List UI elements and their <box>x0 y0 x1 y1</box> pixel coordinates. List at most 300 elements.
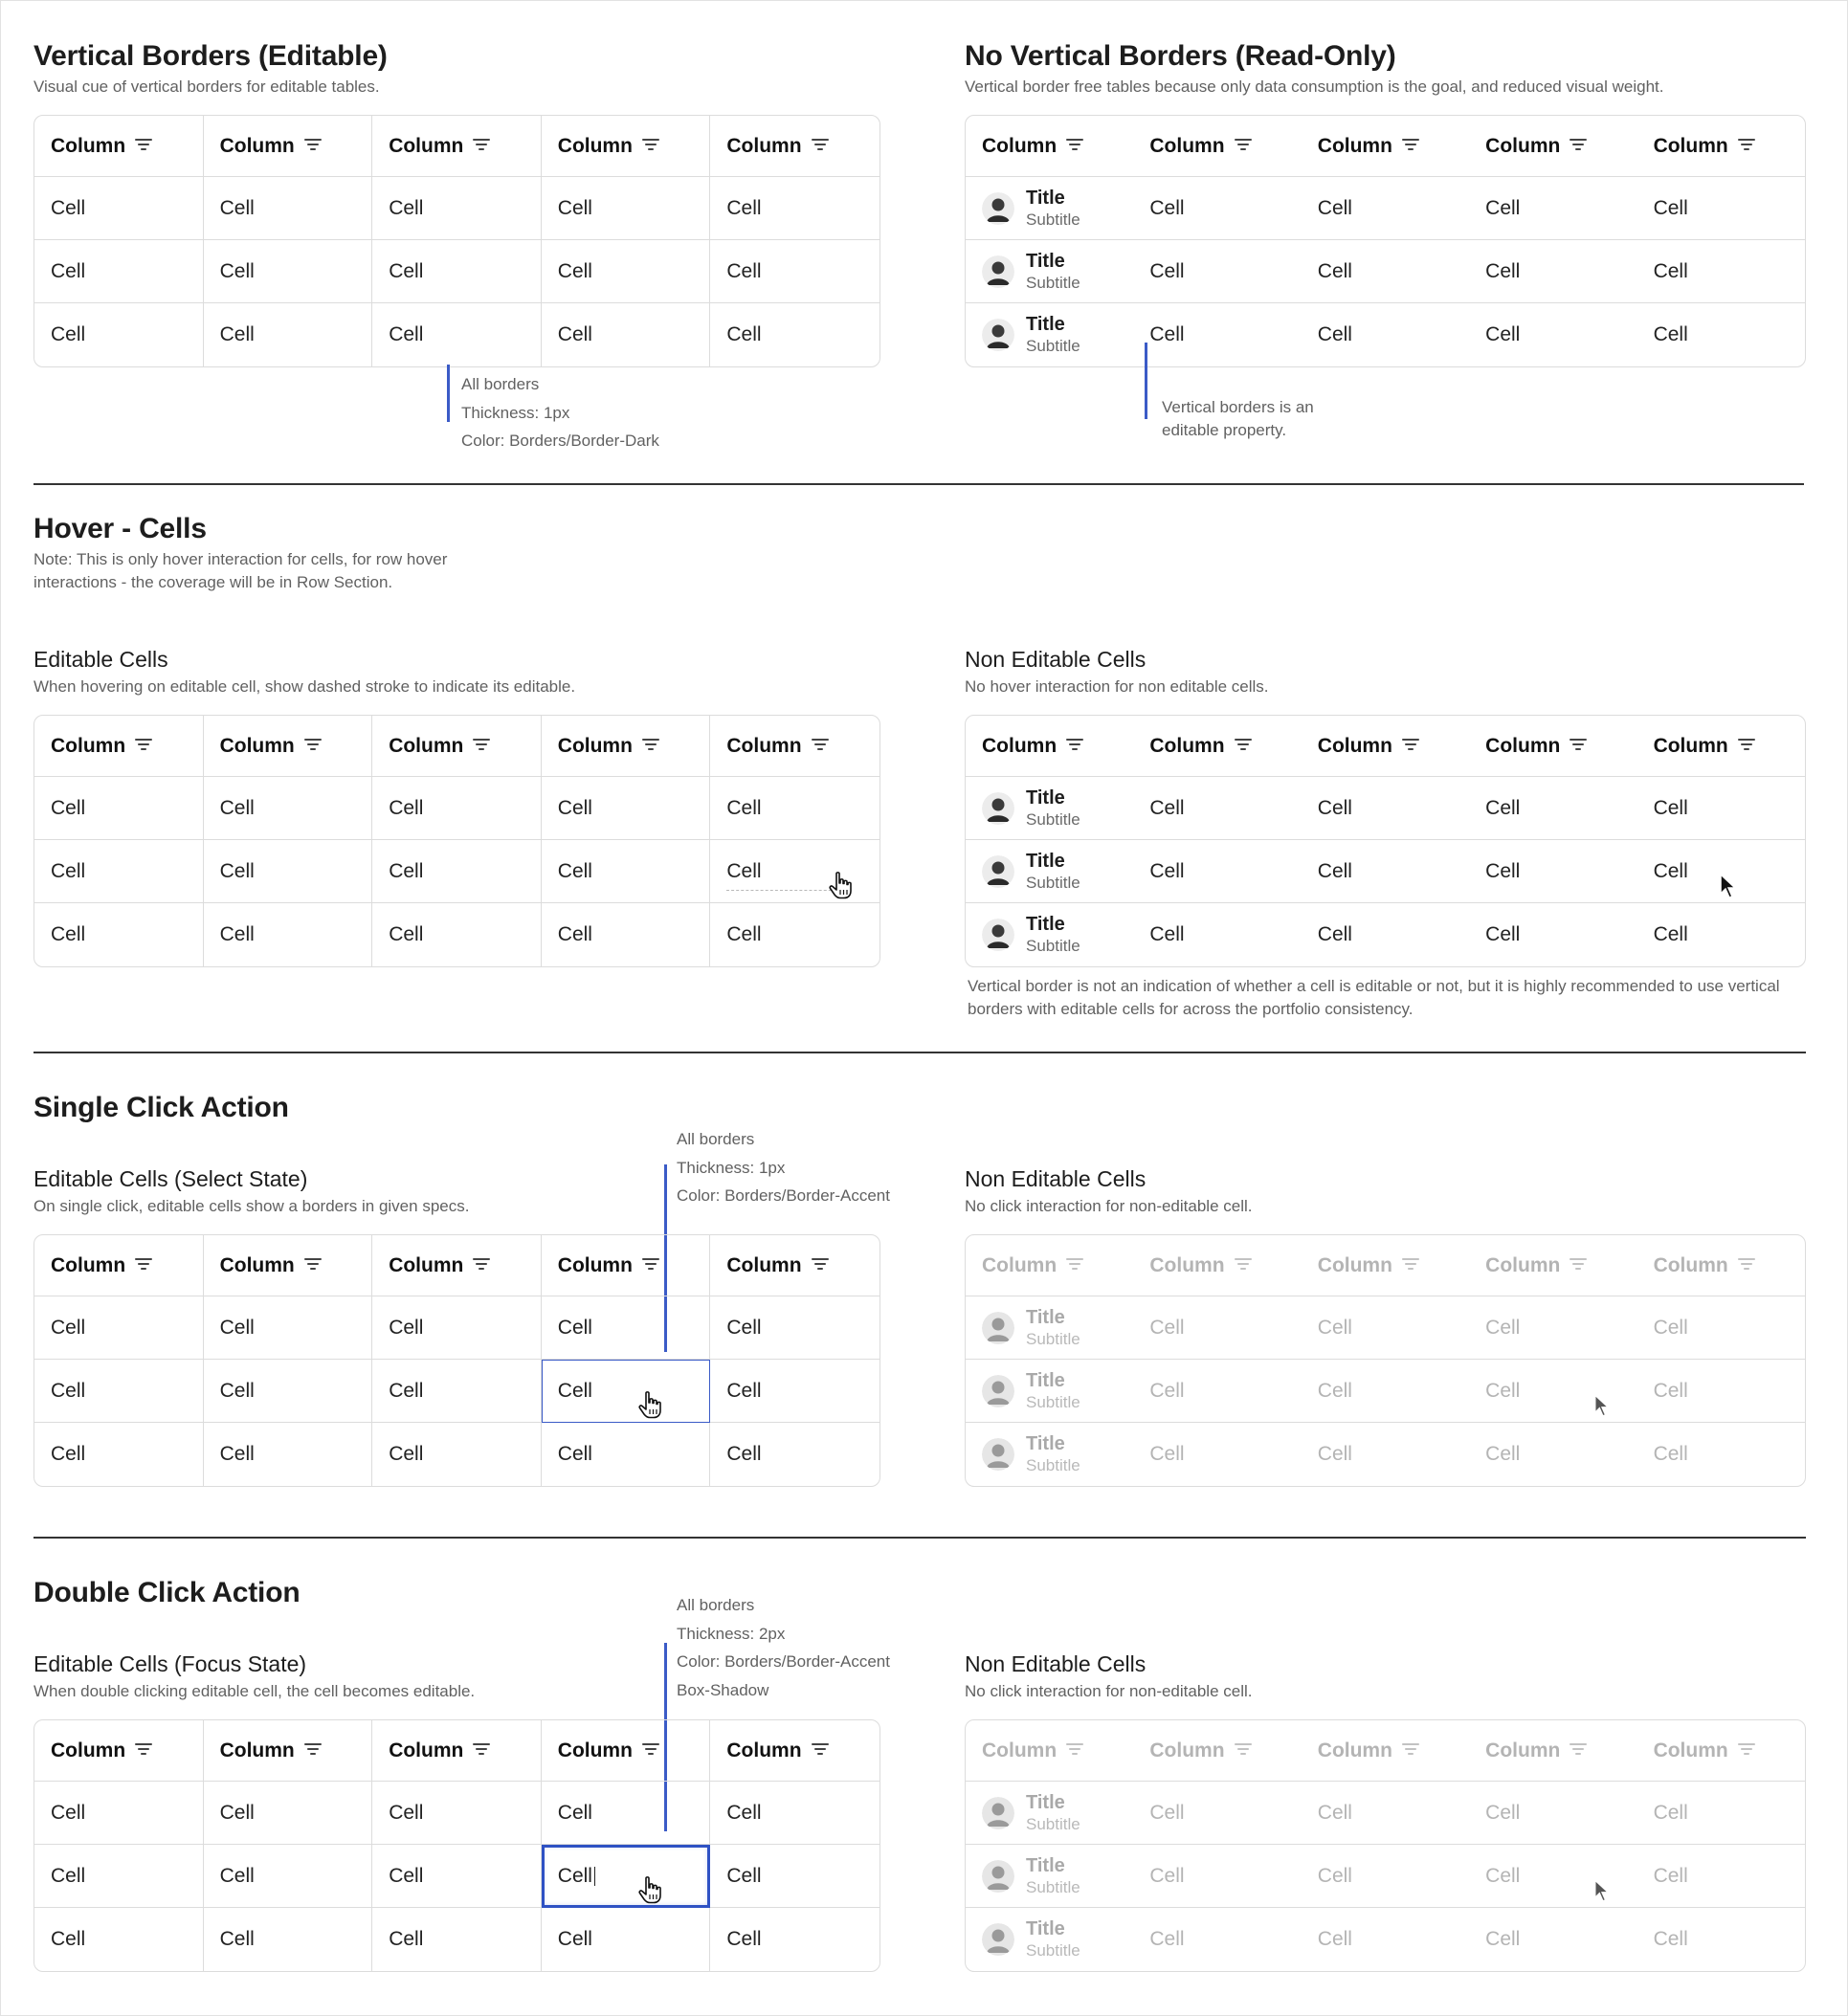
header-row <box>966 116 1805 177</box>
filter-icon[interactable] <box>812 138 829 151</box>
table-cell[interactable] <box>710 177 879 240</box>
cell-title: Title <box>1026 914 1065 935</box>
filter-icon[interactable] <box>1402 1257 1419 1271</box>
table-cell <box>1302 1845 1469 1908</box>
column-header-label: Column <box>1317 134 1392 157</box>
table-cell <box>1133 1423 1301 1486</box>
filter-icon[interactable] <box>1738 138 1755 151</box>
column-header[interactable] <box>204 1720 373 1782</box>
column-header-label: Column <box>557 1253 633 1276</box>
column-header[interactable] <box>34 1235 204 1296</box>
title-cell <box>966 1782 1133 1845</box>
footnote-line-1: Vertical border is not an indication of whether a cell is editable or not, but it is highly recommended to use vertical <box>968 977 1780 995</box>
filter-icon[interactable] <box>135 1742 152 1756</box>
cell-value: Cell <box>1653 1316 1688 1339</box>
filter-icon[interactable] <box>1570 138 1587 151</box>
column-header[interactable] <box>204 116 373 177</box>
filter-icon[interactable] <box>812 1257 829 1271</box>
title-cell-content <box>982 187 1133 231</box>
section-note-hover <box>33 548 447 594</box>
filter-icon[interactable] <box>1570 738 1587 751</box>
header-row <box>966 716 1805 777</box>
table-cell[interactable] <box>34 1296 204 1360</box>
filter-icon[interactable] <box>642 738 659 751</box>
table-cell[interactable] <box>34 1423 204 1486</box>
filter-icon[interactable] <box>135 138 152 151</box>
cell-value: Cell <box>51 1864 86 1887</box>
table-cell[interactable] <box>204 1360 373 1423</box>
filter-icon[interactable] <box>642 138 659 151</box>
column-header[interactable] <box>1469 1720 1636 1782</box>
table-cell[interactable] <box>542 1296 711 1360</box>
table-cell[interactable] <box>204 903 373 966</box>
cell-subtitle: Subtitle <box>1026 1456 1080 1474</box>
section-divider <box>33 483 1804 485</box>
cell-value: Cell <box>1653 196 1688 219</box>
avatar-icon <box>982 1375 1014 1407</box>
title-cell-content <box>982 1917 1133 1961</box>
table-cell[interactable] <box>372 1845 542 1908</box>
filter-icon[interactable] <box>1235 1257 1252 1271</box>
table-cell <box>1469 1845 1636 1908</box>
column-header[interactable] <box>542 1235 711 1296</box>
table-cell[interactable] <box>34 840 204 903</box>
table-cell[interactable] <box>710 1423 879 1486</box>
table-cell <box>1302 177 1469 240</box>
table-cell[interactable] <box>204 1782 373 1845</box>
title-cell <box>966 1296 1133 1360</box>
table-cell[interactable] <box>204 777 373 840</box>
column-header-label: Column <box>1149 134 1225 157</box>
table-cell[interactable] <box>710 1296 879 1360</box>
column-header[interactable] <box>1637 716 1805 777</box>
table-cell <box>1637 303 1805 366</box>
avatar-icon <box>982 1797 1014 1829</box>
table-cell <box>1469 177 1636 240</box>
table-cell[interactable] <box>34 1360 204 1423</box>
table-cell[interactable] <box>710 1908 879 1971</box>
filter-icon[interactable] <box>1235 1742 1252 1756</box>
table-cell[interactable] <box>34 240 204 303</box>
filter-icon[interactable] <box>1402 138 1419 151</box>
table-row <box>34 1782 879 1845</box>
column-header[interactable] <box>34 1720 204 1782</box>
section-subtitle-vertical-borders: Visual cue of vertical borders for editable tables. <box>33 78 380 96</box>
filter-icon[interactable] <box>1066 738 1083 751</box>
filter-icon[interactable] <box>473 1742 490 1756</box>
title-cell <box>966 1360 1133 1423</box>
annotation-line-3: Color: Borders/Border-Dark <box>461 432 659 450</box>
table-cell[interactable] <box>204 840 373 903</box>
table-cell <box>1302 1908 1469 1971</box>
column-header-label: Column <box>1485 734 1561 757</box>
table-row <box>966 303 1805 366</box>
cell-value: Cell <box>726 259 762 282</box>
title-cell-content <box>982 1854 1133 1898</box>
table-cell <box>1133 903 1301 966</box>
column-header[interactable] <box>542 716 711 777</box>
table-cell[interactable] <box>542 777 711 840</box>
cell-value: Cell <box>219 196 255 219</box>
annotation-line-3: Color: Borders/Border-Accent <box>677 1652 890 1671</box>
table-cell <box>1133 1296 1301 1360</box>
column-header[interactable] <box>710 1235 879 1296</box>
column-header[interactable] <box>542 116 711 177</box>
cell-title: Title <box>1026 1918 1065 1939</box>
filter-icon[interactable] <box>1570 1742 1587 1756</box>
cell-value: Cell <box>1149 1316 1185 1339</box>
column-header-label: Column <box>51 1253 126 1276</box>
subsection-title-focus-state: Editable Cells (Focus State) <box>33 1651 307 1676</box>
column-header[interactable] <box>1302 1235 1469 1296</box>
column-header[interactable] <box>1469 1235 1636 1296</box>
column-header[interactable] <box>1469 116 1636 177</box>
table-cell <box>1469 903 1636 966</box>
column-header-label: Column <box>1149 1739 1225 1761</box>
filter-icon[interactable] <box>473 138 490 151</box>
column-header[interactable] <box>372 716 542 777</box>
cell-value: Cell <box>1317 859 1352 882</box>
cell-value: Cell <box>557 1864 592 1887</box>
column-header[interactable] <box>966 1235 1133 1296</box>
column-header[interactable] <box>1133 116 1301 177</box>
table-cell[interactable] <box>372 777 542 840</box>
column-header[interactable] <box>1133 1235 1301 1296</box>
cell-value: Cell <box>726 1928 762 1950</box>
table-cell[interactable] <box>710 1845 879 1908</box>
table-cell <box>1302 1296 1469 1360</box>
table-cell[interactable] <box>372 1296 542 1360</box>
table-cell[interactable] <box>34 1908 204 1971</box>
title-stack <box>1026 1917 1080 1961</box>
column-header[interactable] <box>1302 716 1469 777</box>
cell-value: Cell <box>219 923 255 945</box>
table-cell[interactable] <box>372 1360 542 1423</box>
cell-value: Cell <box>1317 1801 1352 1824</box>
table-cell[interactable] <box>542 1423 711 1486</box>
column-header-label: Column <box>557 734 633 757</box>
cell-value: Cell <box>1653 859 1688 882</box>
column-header[interactable] <box>710 116 879 177</box>
column-header-label: Column <box>51 1739 126 1761</box>
table-cell[interactable] <box>372 1423 542 1486</box>
table-cell[interactable] <box>372 1908 542 1971</box>
table-cell[interactable] <box>542 240 711 303</box>
cell-value: Cell <box>51 1928 86 1950</box>
cell-value: Cell <box>1149 796 1185 819</box>
cell-value: Cell <box>389 1379 424 1402</box>
footnote-vertical-border <box>968 975 1780 1021</box>
filter-icon[interactable] <box>642 1257 659 1271</box>
cell-value: Cell <box>1485 1379 1521 1402</box>
table-cell <box>1637 1296 1805 1360</box>
table-cell <box>1302 840 1469 903</box>
noneditable-table-double-click <box>965 1719 1806 1972</box>
cell-value: Cell <box>51 259 86 282</box>
filter-icon[interactable] <box>1402 738 1419 751</box>
table-cell[interactable] <box>710 240 879 303</box>
filter-icon[interactable] <box>1066 138 1083 151</box>
filter-icon[interactable] <box>304 138 322 151</box>
cell-value: Cell <box>1149 1443 1185 1465</box>
table-cell[interactable] <box>34 177 204 240</box>
table-cell[interactable] <box>34 303 204 366</box>
table-row <box>966 1423 1805 1486</box>
filter-icon[interactable] <box>304 1742 322 1756</box>
table-cell <box>1469 303 1636 366</box>
table-cell[interactable] <box>710 903 879 966</box>
header-row <box>966 1720 1805 1782</box>
column-header-label: Column <box>557 134 633 157</box>
table-cell[interactable] <box>542 303 711 366</box>
title-cell <box>966 1908 1133 1971</box>
table-cell[interactable] <box>710 840 879 903</box>
filter-icon[interactable] <box>1738 1257 1755 1271</box>
column-header[interactable] <box>710 716 879 777</box>
cell-value: Cell <box>389 259 424 282</box>
filter-icon[interactable] <box>473 1257 490 1271</box>
section-subtitle-no-vertical-borders: Vertical border free tables because only data consumption is the goal, and reduced visual weight. <box>965 78 1664 96</box>
filter-icon[interactable] <box>304 1257 322 1271</box>
table-cell[interactable] <box>204 1423 373 1486</box>
table-cell[interactable] <box>710 1360 879 1423</box>
cell-value: Cell <box>1653 1928 1688 1950</box>
subsection-title-select-state: Editable Cells (Select State) <box>33 1166 308 1191</box>
table-row <box>34 840 879 903</box>
title-cell <box>966 303 1133 366</box>
table-cell[interactable] <box>710 1782 879 1845</box>
table-cell <box>1469 777 1636 840</box>
annotation-line-1: All borders <box>461 375 540 393</box>
pointer-hand-icon <box>828 871 853 899</box>
cell-value: Cell <box>219 323 255 345</box>
table-cell[interactable] <box>542 1908 711 1971</box>
cell-value: Cell <box>1653 923 1688 945</box>
table-cell[interactable] <box>34 1782 204 1845</box>
table-cell[interactable] <box>542 177 711 240</box>
table-cell <box>1469 1782 1636 1845</box>
cell-title: Title <box>1026 1791 1065 1813</box>
subsection-title-noneditable-hover: Non Editable Cells <box>965 647 1147 672</box>
cell-subtitle: Subtitle <box>1026 1814 1080 1833</box>
annotation-line-2: Thickness: 1px <box>677 1158 786 1177</box>
table-cell[interactable] <box>204 1908 373 1971</box>
table-cell[interactable] <box>372 903 542 966</box>
cell-title: Title <box>1026 187 1065 209</box>
table-cell[interactable] <box>372 240 542 303</box>
note-line-1: Note: This is only hover interaction for cells, for row hover <box>33 550 448 568</box>
cell-value: Cell <box>726 1864 762 1887</box>
avatar-icon <box>982 919 1014 951</box>
readonly-table-no-vertical-borders <box>965 115 1806 367</box>
table-cell[interactable] <box>710 303 879 366</box>
cell-value: Cell <box>1485 1316 1521 1339</box>
column-header-label: Column <box>726 1739 802 1761</box>
column-header[interactable] <box>966 1720 1133 1782</box>
avatar-icon <box>982 1860 1014 1893</box>
filter-icon[interactable] <box>1235 738 1252 751</box>
table-cell <box>1469 840 1636 903</box>
table-row <box>34 903 879 966</box>
column-header[interactable] <box>1637 116 1805 177</box>
cell-value: Cell <box>1317 923 1352 945</box>
cell-subtitle: Subtitle <box>1026 809 1080 829</box>
table-cell <box>1637 177 1805 240</box>
editable-table-vertical-borders <box>33 115 880 367</box>
table-cell[interactable] <box>204 240 373 303</box>
column-header[interactable] <box>204 1235 373 1296</box>
filter-icon[interactable] <box>1402 1742 1419 1756</box>
filter-icon[interactable] <box>135 1257 152 1271</box>
cell-value: Cell <box>51 196 86 219</box>
table-cell[interactable] <box>372 177 542 240</box>
cell-value: Cell <box>1485 196 1521 219</box>
column-header[interactable] <box>204 716 373 777</box>
cell-value: Cell <box>389 1801 424 1824</box>
subsection-title-noneditable-double: Non Editable Cells <box>965 1651 1147 1676</box>
column-header[interactable] <box>966 116 1133 177</box>
filter-icon[interactable] <box>1738 1742 1755 1756</box>
hover-dashed-stroke <box>726 890 841 891</box>
cell-subtitle: Subtitle <box>1026 937 1080 955</box>
cell-value: Cell <box>1149 1801 1185 1824</box>
filter-icon[interactable] <box>1066 1742 1083 1756</box>
table-cell[interactable] <box>34 903 204 966</box>
section-title-single-click: Single Click Action <box>33 1092 289 1123</box>
table-cell[interactable] <box>204 1845 373 1908</box>
filter-icon[interactable] <box>304 738 322 751</box>
filter-icon[interactable] <box>642 1742 659 1756</box>
table-cell <box>1133 177 1301 240</box>
table-cell <box>1133 1845 1301 1908</box>
cell-value: Cell <box>1485 1443 1521 1465</box>
table-cell[interactable] <box>710 777 879 840</box>
table-cell <box>1302 903 1469 966</box>
table-cell[interactable] <box>542 1782 711 1845</box>
cell-value: Cell <box>726 1316 762 1339</box>
cell-subtitle: Subtitle <box>1026 273 1080 292</box>
title-stack <box>1026 786 1080 831</box>
cell-value: Cell <box>51 1379 86 1402</box>
column-header-label: Column <box>389 1739 464 1761</box>
table-cell[interactable] <box>204 1296 373 1360</box>
column-header[interactable] <box>1133 716 1301 777</box>
table-cell[interactable] <box>542 903 711 966</box>
cell-value: Cell <box>389 1864 424 1887</box>
table-cell[interactable] <box>204 177 373 240</box>
column-header[interactable] <box>1302 116 1469 177</box>
cell-value: Cell <box>1317 1316 1352 1339</box>
annotation-single-click <box>677 1125 890 1210</box>
column-header[interactable] <box>1302 1720 1469 1782</box>
subsection-subtitle-focus-state: When double clicking editable cell, the cell becomes editable. <box>33 1682 476 1700</box>
pointer-hand-icon <box>637 1390 662 1419</box>
cell-value: Cell <box>1317 1379 1352 1402</box>
cell-value: Cell <box>726 323 762 345</box>
column-header[interactable] <box>34 716 204 777</box>
cell-value: Cell <box>51 323 86 345</box>
column-header[interactable] <box>372 116 542 177</box>
table-cell[interactable] <box>542 840 711 903</box>
column-header[interactable] <box>372 1720 542 1782</box>
title-cell <box>966 1845 1133 1908</box>
avatar-icon <box>982 1438 1014 1471</box>
title-cell <box>966 1423 1133 1486</box>
table-row <box>966 177 1805 240</box>
cell-value: Cell <box>219 796 255 819</box>
table-cell <box>1637 1782 1805 1845</box>
table-row <box>34 1845 879 1908</box>
table-cell <box>1469 1296 1636 1360</box>
table-cell[interactable] <box>372 303 542 366</box>
annotation-double-click <box>677 1591 890 1704</box>
table-cell[interactable] <box>372 840 542 903</box>
filter-icon[interactable] <box>1570 1257 1587 1271</box>
header-row <box>966 1235 1805 1296</box>
cell-value: Cell <box>389 1316 424 1339</box>
filter-icon[interactable] <box>473 738 490 751</box>
column-header-label: Column <box>219 134 295 157</box>
focused-cell[interactable] <box>542 1845 711 1908</box>
title-cell <box>966 177 1133 240</box>
column-header[interactable] <box>966 716 1133 777</box>
cell-value: Cell <box>1149 1379 1185 1402</box>
column-header[interactable] <box>372 1235 542 1296</box>
cell-value: Cell <box>557 923 592 945</box>
cell-value: Cell <box>219 1443 255 1465</box>
filter-icon[interactable] <box>1235 138 1252 151</box>
column-header[interactable] <box>710 1720 879 1782</box>
column-header[interactable] <box>34 116 204 177</box>
column-header[interactable] <box>1469 716 1636 777</box>
cell-value: Cell <box>1485 1928 1521 1950</box>
table-cell <box>1637 777 1805 840</box>
column-header-label: Column <box>1485 1739 1561 1761</box>
column-header[interactable] <box>1637 1235 1805 1296</box>
column-header-label: Column <box>726 1253 802 1276</box>
cell-value: Cell <box>1485 1864 1521 1887</box>
table-row <box>34 303 879 366</box>
cell-title: Title <box>1026 314 1065 335</box>
column-header[interactable] <box>542 1720 711 1782</box>
filter-icon[interactable] <box>1738 738 1755 751</box>
filter-icon[interactable] <box>812 738 829 751</box>
filter-icon[interactable] <box>812 1742 829 1756</box>
table-row <box>966 1782 1805 1845</box>
column-header[interactable] <box>1637 1720 1805 1782</box>
column-header[interactable] <box>1133 1720 1301 1782</box>
selected-cell[interactable] <box>542 1360 711 1423</box>
table-cell[interactable] <box>372 1782 542 1845</box>
cell-value: Cell <box>1485 859 1521 882</box>
filter-icon[interactable] <box>135 738 152 751</box>
cell-value: Cell <box>726 196 762 219</box>
filter-icon[interactable] <box>1066 1257 1083 1271</box>
table-cell[interactable] <box>204 303 373 366</box>
cell-value: Cell <box>219 1379 255 1402</box>
annotation-line-2: Thickness: 2px <box>677 1624 786 1643</box>
column-header-label: Column <box>1653 1739 1728 1761</box>
title-cell-content <box>982 850 1133 894</box>
table-cell[interactable] <box>34 777 204 840</box>
table-row <box>966 1360 1805 1423</box>
cell-value: Cell <box>219 1801 255 1824</box>
table-cell[interactable] <box>34 1845 204 1908</box>
section-title-hover: Hover - Cells <box>33 513 207 544</box>
column-header-label: Column <box>726 134 802 157</box>
cell-value: Cell <box>557 323 592 345</box>
column-header-label: Column <box>1317 1253 1392 1276</box>
